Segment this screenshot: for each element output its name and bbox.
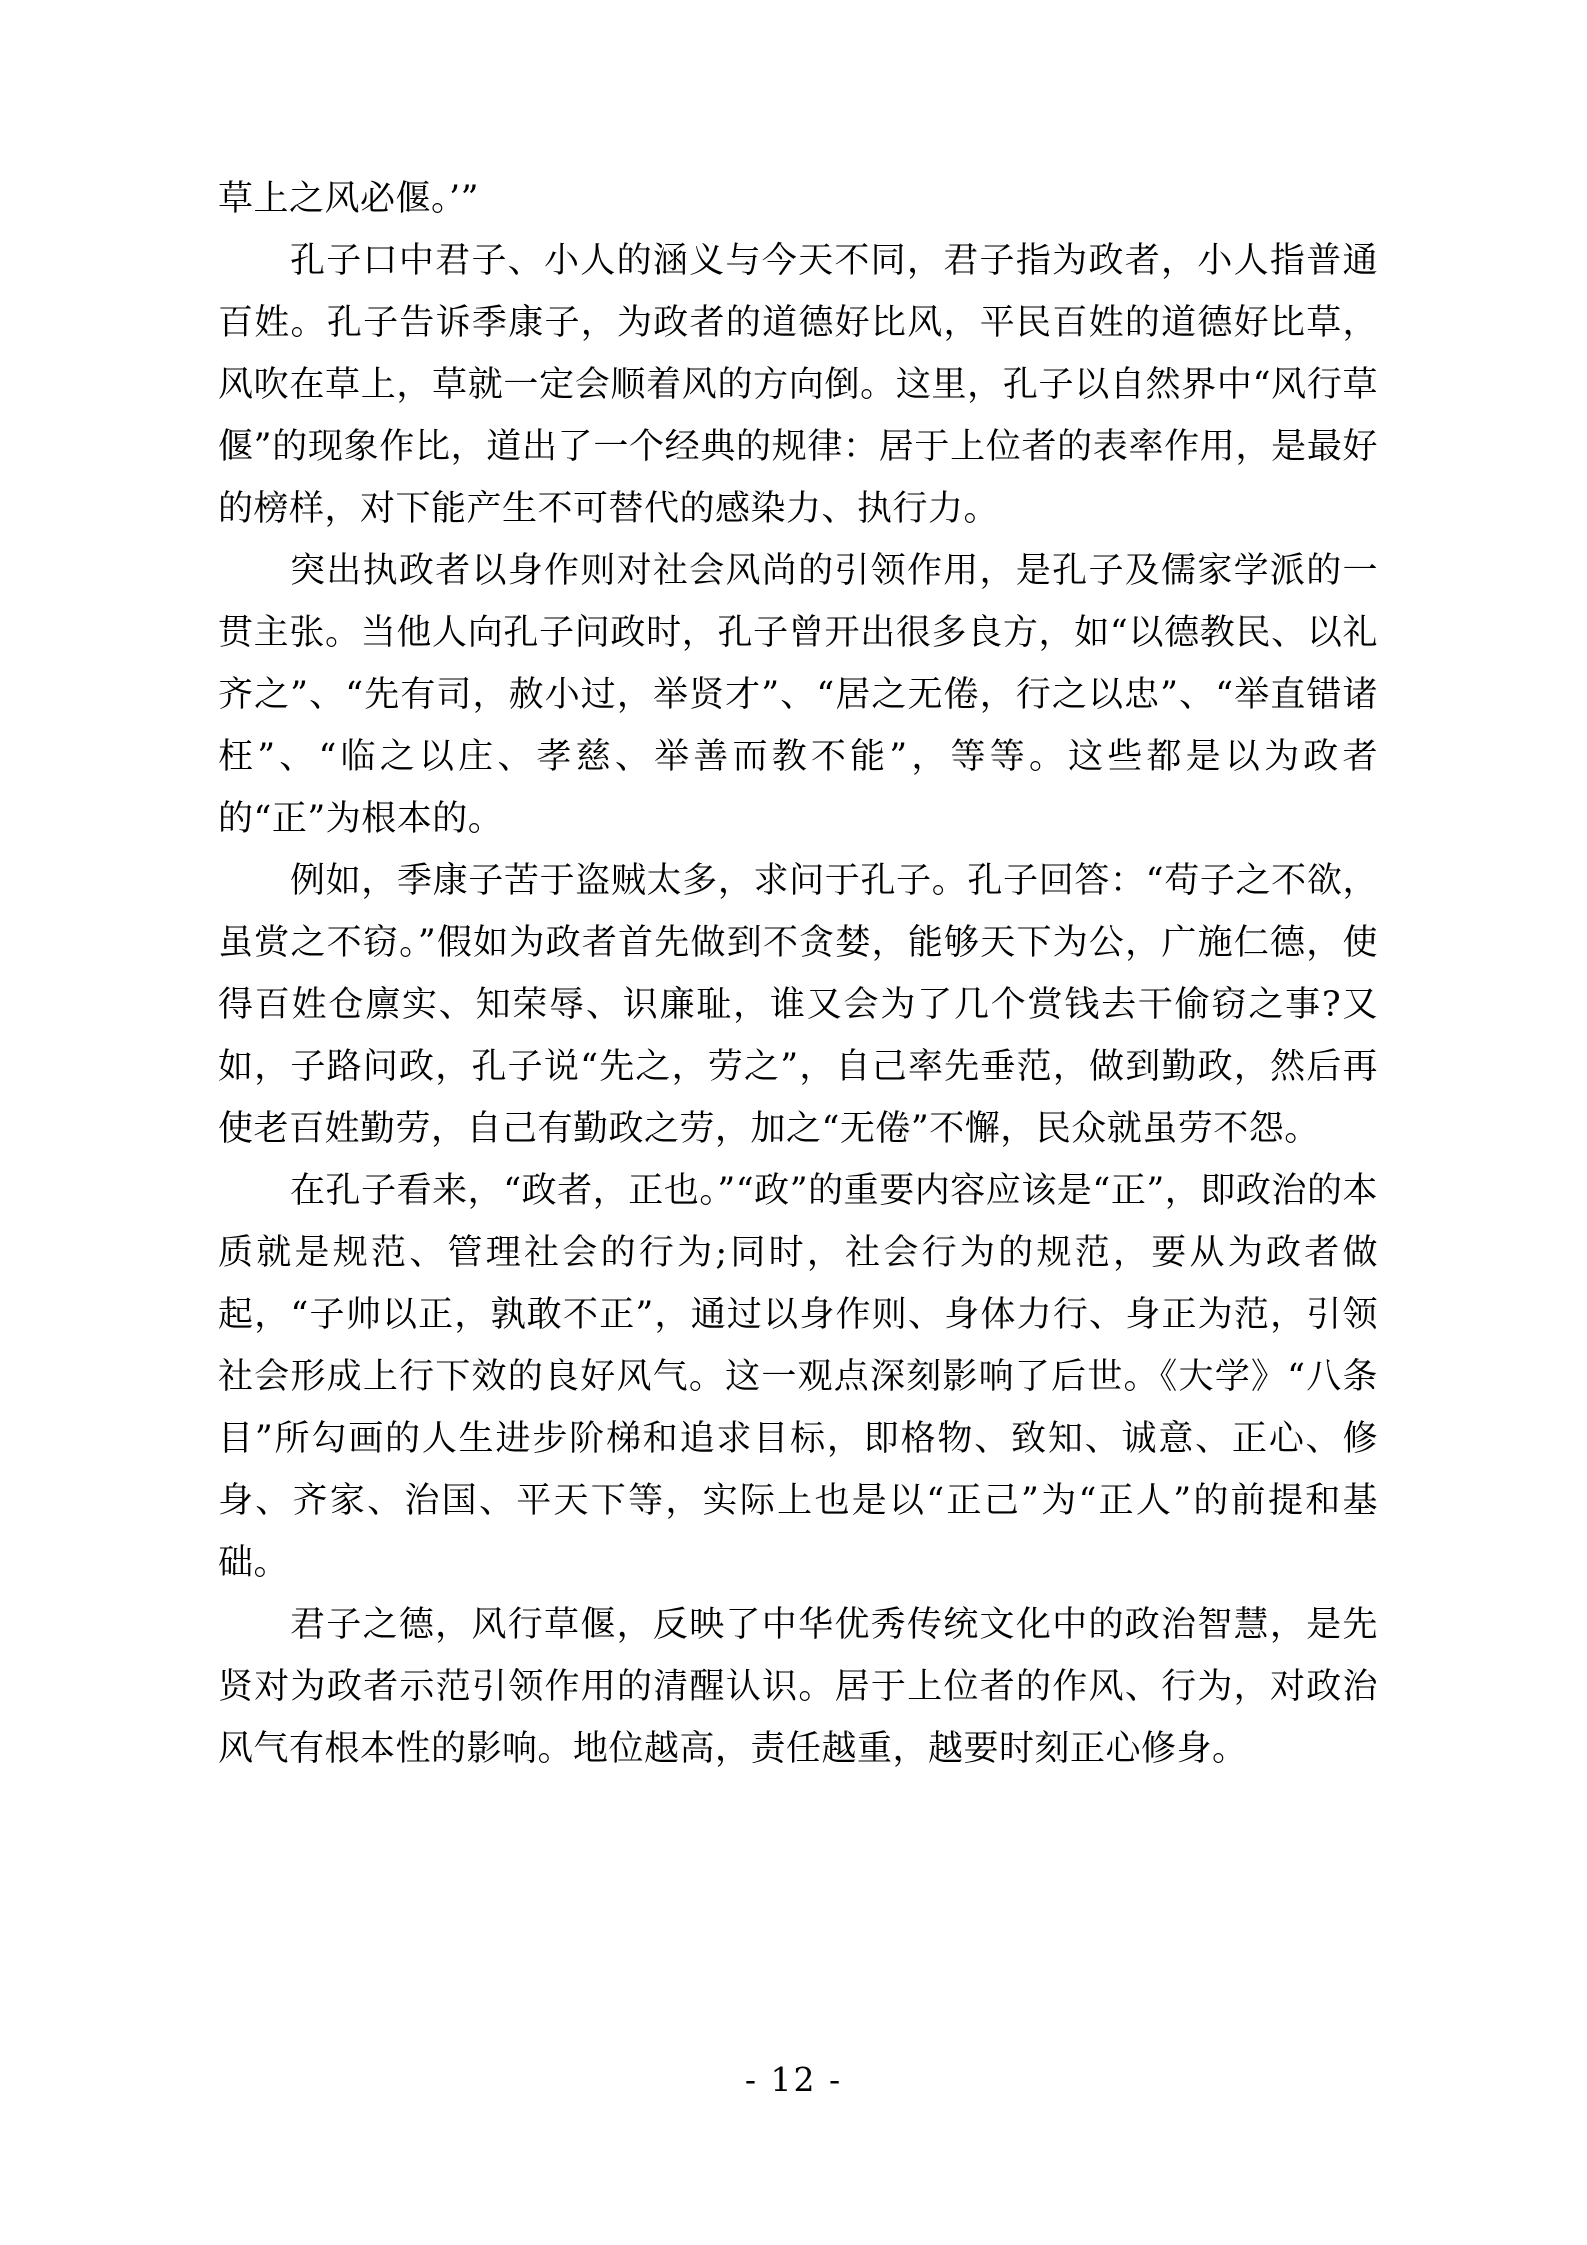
- paragraph: 孔子口中君子、小人的涵义与今天不同，君子指为政者，小人指普通百姓。孔子告诉季康子，为政者的道德好比风，平民百姓的道德好比草，风吹在草上，草就一定会顺着风的方向倒。这里，孔子以自然界中“风行草偃”的现象作比，道出了一个经典的规律：居于上位者的表率作用，是最好的榜样，对下能产生不可替代的感染力、执行力。: [218, 241, 1378, 529]
- paragraph: 在孔子看来，“政者，正也。”“政”的重要内容应该是“正”，即政治的本质就是规范、管理社会的行为;同时，社会行为的规范，要从为政者做起，“子帅以正，孰敢不正”，通过以身作则、身体力行、身正为范，引领社会形成上行下效的良好风气。这一观点深刻影响了后世。《大学》“八条目”所勾画的人生进步阶梯和追求目标，即格物、致知、诚意、正心、修身、齐家、治国、平天下等，实际上也是以“正己”为“正人”的前提和基础。: [218, 1171, 1378, 1583]
- page-body: [218, 168, 1378, 1780]
- paragraph: 草上之风必偃。’”: [218, 179, 480, 219]
- paragraph: 例如，季康子苦于盗贼太多，求问于孔子。孔子回答：“苟子之不欲，虽赏之不窃。”假如为政者首先做到不贪婪，能够天下为公，广施仁德，使得百姓仓廪实、知荣辱、识廉耻，谁又会为了几个赏钱去干偷窃之事?又如，子路问政，孔子说“先之，劳之”，自己率先垂范，做到勤政，然后再使老百姓勤劳，自己有勤政之劳，加之“无倦”不懈，民众就虽劳不怨。: [218, 861, 1378, 1149]
- paragraph: 突出执政者以身作则对社会风尚的引领作用，是孔子及儒家学派的一贯主张。当他人向孔子问政时，孔子曾开出很多良方，如“以德教民、以礼齐之”、“先有司，赦小过，举贤才”、“居之无倦，行之以忠”、“举直错诸枉”、“临之以庄、孝慈、举善而教不能”，等等。这些都是以为政者的“正”为根本的。: [218, 551, 1378, 839]
- paragraph: 君子之德，风行草偃，反映了中华优秀传统文化中的政治智慧，是先贤对为政者示范引领作用的清醒认识。居于上位者的作风、行为，对政治风气有根本性的影响。地位越高，责任越重，越要时刻正心修身。: [218, 1605, 1378, 1769]
- page-number: - 12 -: [744, 2060, 843, 2099]
